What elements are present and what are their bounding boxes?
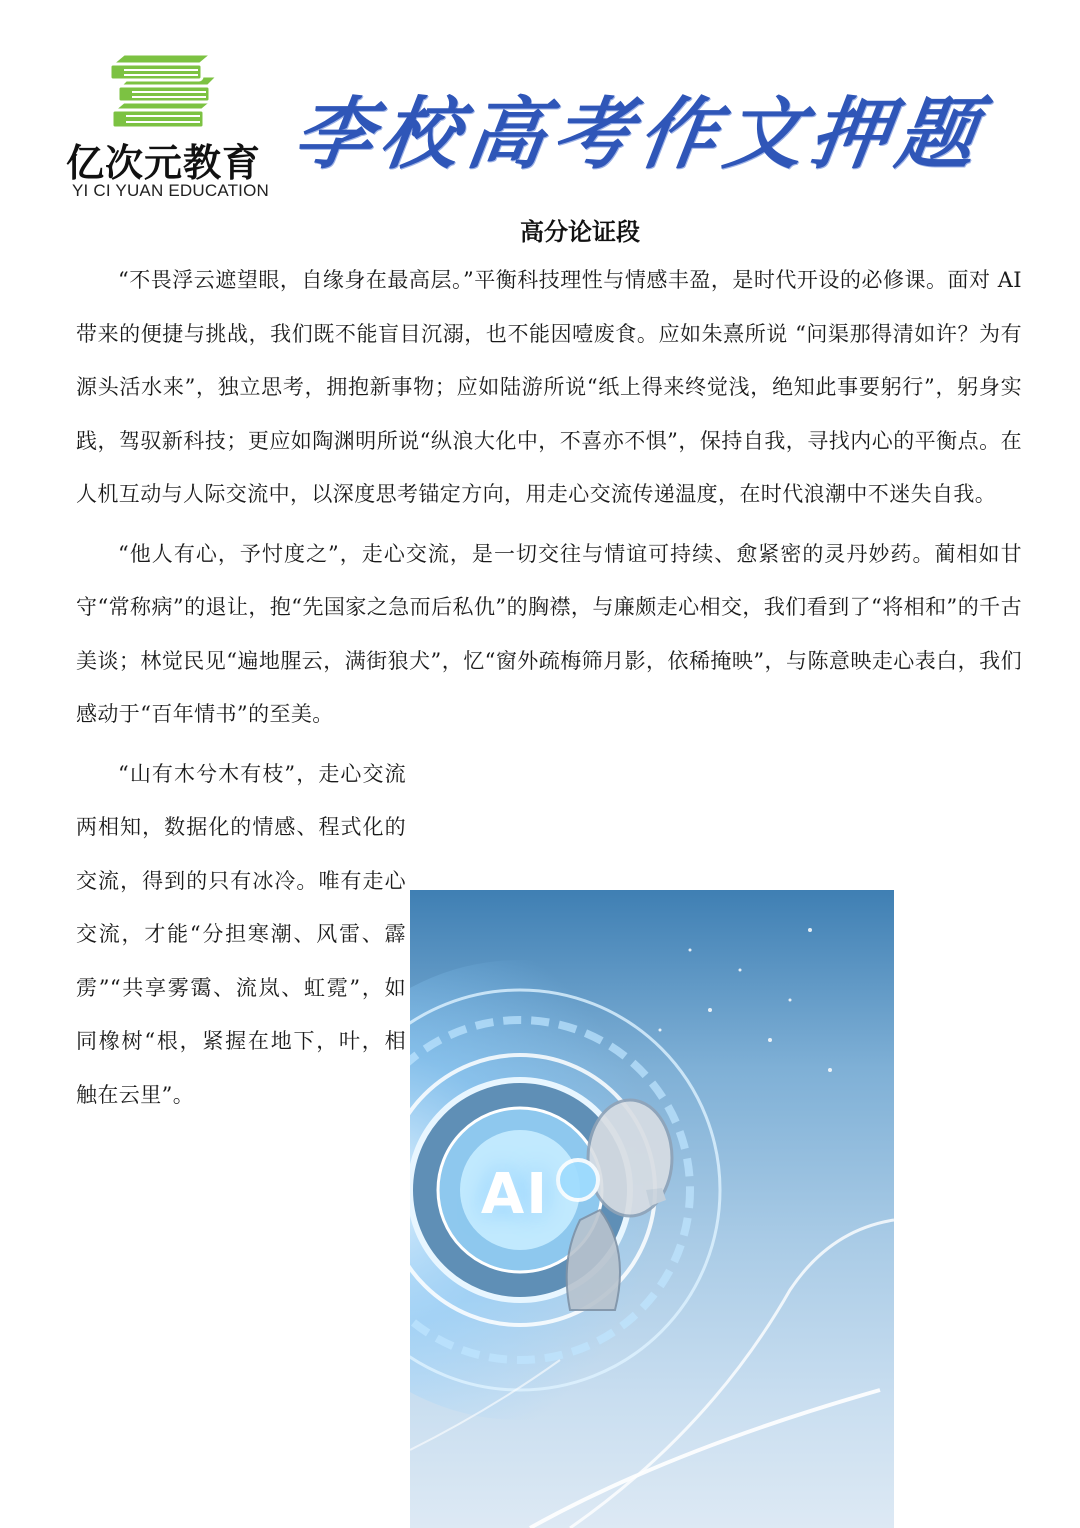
- brand-name-en: YI CI YUAN EDUCATION: [72, 181, 270, 200]
- paragraph-2: “他人有心，予忖度之”，走心交流，是一切交往与情谊可持续、愈紧密的灵丹妙药。蔺相如甘守“常称病”的退让，抱“先国家之急而后私仇”的胸襟，与廉颇走心相交，我们看到了“将相和”的千古美谈；林觉民见“遍地腥云，满街狼犬”，忆“窗外疏梅筛月影，依稀掩映”，与陈意映走心表白，我们感动于“百年情书”的至美。: [76, 541, 1022, 726]
- banner-title: 李校高考作文押题: [288, 89, 990, 180]
- books-logo-icon: [104, 40, 222, 134]
- section-title: 高分论证段: [520, 218, 640, 246]
- page-header: [0, 0, 1080, 210]
- brand-name-cn: 亿次元教育: [66, 141, 262, 185]
- ai-label: AI: [480, 1162, 550, 1227]
- paragraph-1: “不畏浮云遮望眼，自缘身在最高层。”平衡科技理性与情感丰盈，是时代开设的必修课。面对 AI 带来的便捷与挑战，我们既不能盲目沉溺，也不能因噎废食。应如朱熹所说 “问渠那得清如许？为有源头活水来”，独立思考，拥抱新事物；应如陆游所说“纸上得来终觉浅，绝知此事要躬行”，躬身实践，驾驭新科技；更应如陶渊明所说“纵浪大化中，不喜亦不惧”，保持自我，寻找内心的平衡点。在人机互动与人际交流中，以深度思考锚定方向，用走心交流传递温度，在时代浪潮中不迷失自我。: [76, 268, 1022, 506]
- paragraph-3: “山有木兮木有枝”，走心交流两相知，数据化的情感、程式化的交流，得到的只有冰冷。唯有走心交流，才能“分担寒潮、风雷、霹雳”“共享雾霭、流岚、虹霓”，如同橡树“根，紧握在地下，叶，相触在云里”。: [76, 761, 406, 1107]
